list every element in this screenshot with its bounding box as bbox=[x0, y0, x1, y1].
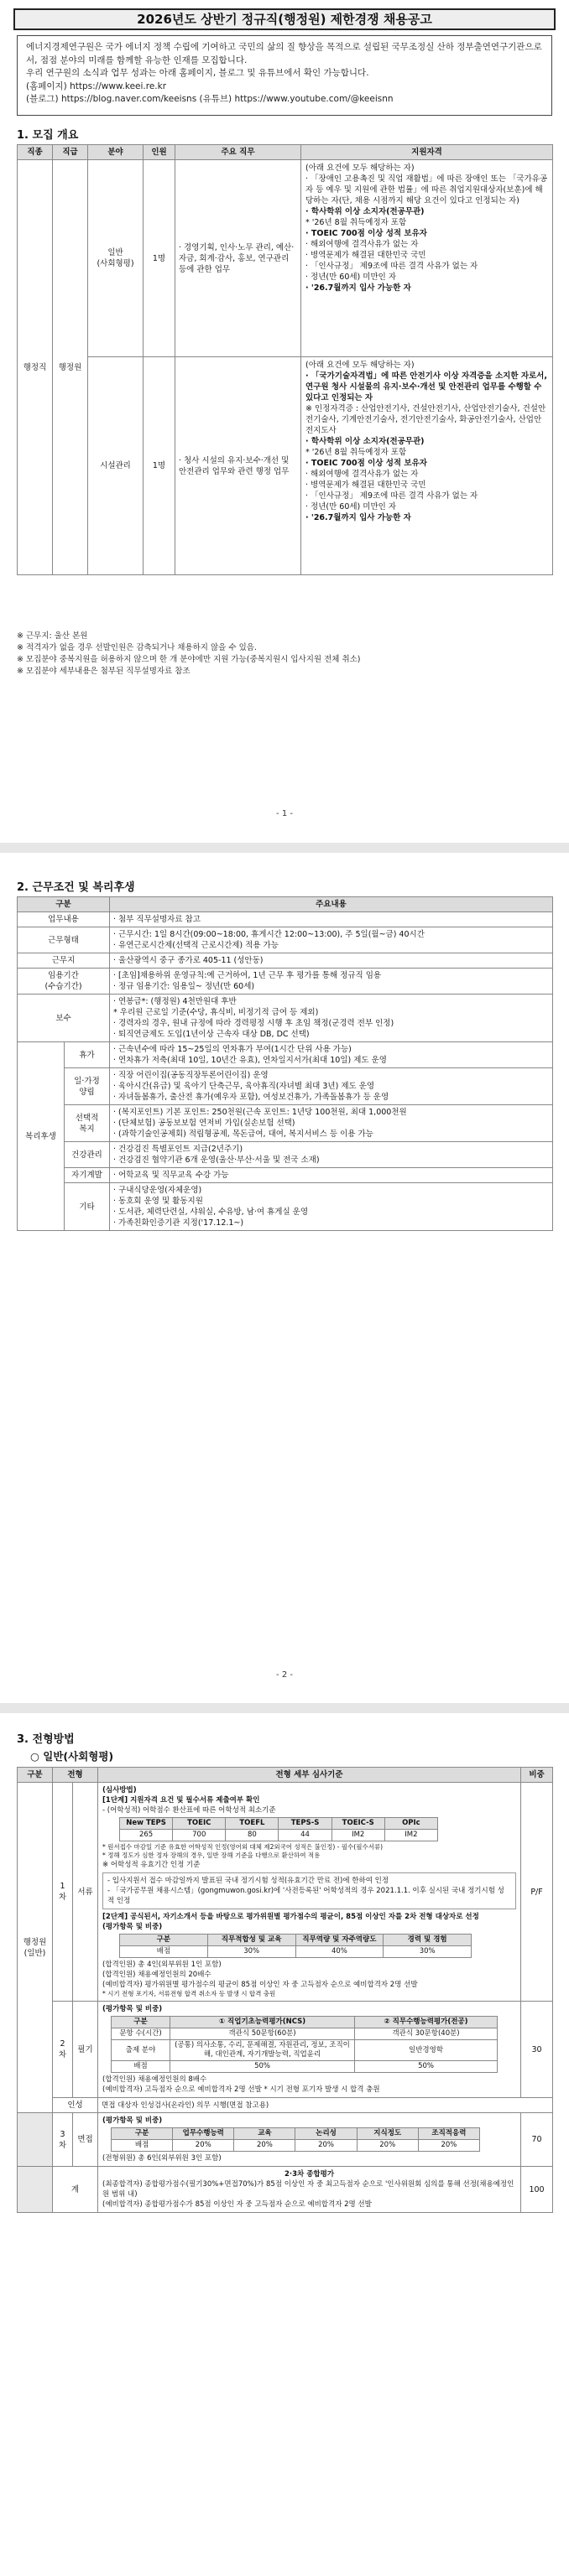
validity-line: - 입사지원서 접수 마감일까지 발표된 국내 정기시험 성적(유효기간 만료 전)에 한하여 인정 bbox=[107, 1877, 389, 1885]
homepage-link[interactable]: (홈페이지) https://www.keei.re.kr bbox=[26, 80, 167, 91]
criteria-note: * 시기 전형 포기자, 서류전형 합격 취소자 등 발생 시 합격 충원 bbox=[102, 1990, 276, 1997]
qual-line: (아래 요건에 모두 해당하는 자) bbox=[305, 361, 415, 370]
criteria-note: * 정해 정도가 심한 정자 장해의 경우, 일반 장해 기준을 다행으로 환산하여 적용 bbox=[102, 1852, 321, 1859]
qual-line: * '26년 8월 취득예정자 포함 bbox=[305, 448, 407, 457]
selection-method-table bbox=[17, 1767, 553, 2213]
blog-youtube-link[interactable]: (블로그) https://blog.naver.com/keeisns (유튜브) https://www.youtube.com/@keeisnn bbox=[26, 94, 394, 104]
header-cell: 인원 bbox=[144, 145, 175, 160]
test-cell: 출제 분야 bbox=[112, 2040, 170, 2061]
interview-value: 20% bbox=[173, 2140, 234, 2152]
page-number: - 1 - bbox=[276, 809, 293, 818]
stage-name: 필기 bbox=[73, 2002, 98, 2098]
row-text: · 첨부 직무설명자료 참고 bbox=[110, 912, 553, 927]
qual-line: ※ 인정자격증 : 산업안전기사, 건설안전기사, 산업안전기술사, 건설안전기술사, 기계안전기술사, 전기안전기술사, 화공안전기술사, 산업안전지도사 bbox=[305, 404, 546, 435]
qual-line: · 「인사규정」 제9조에 따른 결격 사유가 없는 자 bbox=[305, 491, 478, 501]
lang-value: 700 bbox=[173, 1830, 226, 1841]
interview-header: 논리성 bbox=[295, 2128, 357, 2140]
header-cell: 직급 bbox=[53, 145, 88, 160]
stage-name: 면접 bbox=[73, 2113, 98, 2167]
qual-line: · 학사학위 이상 소지자(전공무관) bbox=[305, 207, 425, 216]
test-cell: 50% bbox=[355, 2061, 498, 2073]
qual-line: · '26.7월까지 입사 가능한 자 bbox=[305, 283, 411, 293]
eval-header: 경력 및 경험 bbox=[384, 1935, 472, 1946]
criteria-line: (최종합격자) 종합평가점수(필기30%+면접70%)가 85점 이상인 자 중 최고득점자 순으로 '인사위원회 심의를 통해 선정(채용예정인원 범위 내) bbox=[102, 2180, 514, 2199]
lang-header: TOEFL bbox=[226, 1818, 279, 1830]
row-line: · 유연근로시간제(선택적 근로시간제) 적용 가능 bbox=[113, 941, 279, 950]
criteria-line: (합격인원) 채용예정인원의 8배수 bbox=[102, 2075, 207, 2084]
qual-line: · 정년(만 60세) 미만인 자 bbox=[305, 502, 397, 512]
criteria-line: (전형위원) 총 6인(외부위원 3인 포함) bbox=[102, 2154, 222, 2163]
welfare-sub-label: 선택적 복지 bbox=[65, 1105, 110, 1142]
stage-label: 1차 bbox=[53, 1783, 73, 2002]
page-number: - 2 - bbox=[276, 1670, 293, 1680]
test-cell: 문항 수(시간) bbox=[112, 2028, 170, 2040]
header-cell: 구분 bbox=[18, 1768, 53, 1783]
header-cell: 직종 bbox=[18, 145, 53, 160]
count-cell: 1명 bbox=[144, 357, 175, 575]
intro-paragraph: 우리 연구원의 소식과 업무 성과는 아래 홈페이지, 블로그 및 유튜브에서 확인 가능합니다. bbox=[26, 68, 369, 78]
personality-text: 면접 대상자 인성검사(온라인) 의무 시행(면접 참고용) bbox=[98, 2098, 553, 2113]
stage-label: 2차 bbox=[53, 2002, 73, 2098]
qual-line: · 해외여행에 결격사유가 없는 자 bbox=[305, 240, 419, 249]
qualifications-cell bbox=[301, 357, 553, 575]
eval-value: 30% bbox=[207, 1946, 295, 1958]
row-label: 업무내용 bbox=[18, 912, 110, 927]
lang-value: 265 bbox=[120, 1830, 173, 1841]
criteria-line: ※ 어학성적 유효기간 인정 기준 bbox=[102, 1861, 201, 1869]
qual-line: · TOEIC 700점 이상 성적 보유자 bbox=[305, 459, 427, 468]
header-cell: 구분 bbox=[18, 897, 110, 912]
row-text: · 어학교육 및 직무교육 수강 가능 bbox=[110, 1168, 553, 1183]
duties-cell: · 청사 시설의 유지·보수·개선 및 안전관리 업무와 관련 행정 업무 bbox=[175, 357, 301, 575]
stage-label: 인성 bbox=[53, 2098, 98, 2113]
qual-line: · 학사학위 이상 소지자(전공무관) bbox=[305, 437, 425, 446]
qual-line: * '26년 8월 취득예정자 포함 bbox=[305, 218, 407, 227]
row-line: · 근무시간: 1일 8시간(09:00~18:00, 휴게시간 12:00~13:00), 주 5일(월~금) 40시간 bbox=[113, 930, 425, 939]
overview-notes bbox=[17, 631, 361, 678]
row-line: · [초임]채용하위 운영규칙:예 근거하여, 1년 근무 후 평가를 통해 정규직 임용 bbox=[113, 971, 382, 980]
row-line: · 육아시간(유급) 및 육아기 단축근무, 육아휴직(자녀별 최대 3년) 제도 운영 bbox=[113, 1082, 375, 1091]
section-3-title: 3. 전형방법 bbox=[17, 1733, 75, 1746]
validity-box bbox=[102, 1872, 516, 1909]
row-text bbox=[110, 927, 553, 953]
field-cell: 시설관리 bbox=[88, 357, 144, 575]
interview-header: 조직적응력 bbox=[418, 2128, 479, 2140]
document-title: 2026년도 상반기 정규직(행정원) 제한경쟁 채용공고 bbox=[13, 8, 556, 30]
row-text bbox=[110, 1142, 553, 1168]
row-line: · 직장 어린이집(공동직장투론어린이집) 운영 bbox=[113, 1071, 269, 1080]
test-header: ① 직업기초능력평가(NCS) bbox=[170, 2017, 355, 2028]
qual-line: · '26.7월까지 입사 가능한 자 bbox=[305, 513, 411, 522]
eval-value: 30% bbox=[384, 1946, 472, 1958]
interview-value: 20% bbox=[234, 2140, 295, 2152]
lang-header: TOEIC bbox=[173, 1818, 226, 1830]
category-spacer bbox=[18, 2113, 53, 2167]
test-cell: 일반경영학 bbox=[355, 2040, 498, 2061]
page-3 bbox=[0, 1713, 569, 2576]
qual-line: · 「국가기술자격법」에 따른 안전기사 이상 자격증을 소지한 자로서, 연구원 청사 시설물의 유지·보수·개선 및 안전관리 업무를 수행할 수 있다고 인정되는 자 bbox=[305, 371, 547, 402]
eval-header: 구분 bbox=[120, 1935, 208, 1946]
criteria-line: - (어학성적) 어학점수 환산표에 따른 어학성적 최소기준 bbox=[102, 1806, 276, 1815]
row-line: · (단체보험) 공동보보험 연저비 가입(실손보험 선택) bbox=[113, 1119, 295, 1128]
stage-weight: 70 bbox=[521, 2113, 553, 2167]
criteria-note: * 원서접수 마감일 기준 유효한 어학성적 인정(영어외 대체 제2외국어 성적은 불인정) - 필수(필수서류) bbox=[102, 1843, 384, 1851]
qual-line: · 「장애인 고용촉진 및 직업 재활법」에 따른 장애인 또는 「국가유공자 등 예우 및 지원에 관한 법률」에 따른 취업지원대상자(보훈)에 해당하는 자(단, 채용 시점까지 해당 요건이 있다고 인정되는 자) bbox=[305, 174, 548, 205]
section-2-title: 2. 근무조건 및 복리후생 bbox=[17, 881, 135, 894]
interview-header: 지식정도 bbox=[357, 2128, 418, 2140]
page-1 bbox=[0, 0, 569, 843]
criteria-line: (합격인원) 총 4인(외부위원 1인 포함) bbox=[102, 1961, 222, 1969]
lang-header: TEPS-S bbox=[279, 1818, 331, 1830]
row-text bbox=[110, 969, 553, 995]
intro-box bbox=[17, 35, 552, 116]
welfare-sub-label: 건강관리 bbox=[65, 1142, 110, 1168]
lang-header: TOEIC-S bbox=[331, 1818, 384, 1830]
test-cell: 객관식 50문항(60분) bbox=[170, 2028, 355, 2040]
welfare-sub-label: 일·가정 양립 bbox=[65, 1068, 110, 1105]
qual-line: · TOEIC 700점 이상 성적 보유자 bbox=[305, 229, 427, 238]
row-line: · 건강검진 특별포인트 지급(2년주기) bbox=[113, 1145, 243, 1154]
row-label: 임용기간 (수습기간) bbox=[18, 969, 110, 995]
row-text bbox=[110, 995, 553, 1042]
validity-line: - 「국가공무원 채용시스템」(gongmuwon.gosi.kr)에 '사전등록된' 어학성적의 경우 2021.1.1. 이후 실시된 국내 정기시험 성적 인정 bbox=[107, 1887, 504, 1905]
criteria-head: (평가항목 및 비중) bbox=[102, 2005, 163, 2013]
criteria-head: (심사방법) bbox=[102, 1786, 137, 1794]
lang-value: 44 bbox=[279, 1830, 331, 1841]
stage-weight: 100 bbox=[521, 2167, 553, 2213]
criteria-line: (합격인원) 채용예정인원의 20배수 bbox=[102, 1971, 211, 1979]
qualifications-cell bbox=[301, 160, 553, 357]
section-3-subtitle: ○ 일반(사회형평) bbox=[30, 1750, 114, 1763]
header-cell: 분야 bbox=[88, 145, 144, 160]
test-cell: 50% bbox=[170, 2061, 355, 2073]
interview-header: 교육 bbox=[234, 2128, 295, 2140]
count-cell: 1명 bbox=[144, 160, 175, 357]
test-cell: (공통) 의사소통, 수리, 문제해결, 자원관리, 정보, 조직이해, 대인관계, 자기개발능력, 직업윤리 bbox=[170, 2040, 355, 2061]
field-cell: 일반 (사회형평) bbox=[88, 160, 144, 357]
criteria-head: (평가항목 및 비중) bbox=[102, 2116, 163, 2125]
stage3-criteria bbox=[98, 2113, 521, 2167]
stage-name: 서류 bbox=[73, 1783, 98, 2002]
interview-value: 20% bbox=[357, 2140, 418, 2152]
interview-header: 업무수행능력 bbox=[173, 2128, 234, 2140]
criteria-step: [2단계] 공식된서, 자기소개서 등을 바탕으로 평가위원별 평가점수의 평균이, 85점 이상인 자를 2차 전형 대상자로 선정 bbox=[102, 1913, 479, 1921]
note-line: ※ 모집분야 중복지원을 허용하지 않으며 한 개 분야에만 지원 가능(중복지원시 입사지원 전체 취소) bbox=[17, 655, 361, 664]
row-text bbox=[110, 1042, 553, 1068]
test-header: 구분 bbox=[112, 2017, 170, 2028]
stage-weight: 30 bbox=[521, 2002, 553, 2098]
row-label: 근무지 bbox=[18, 953, 110, 969]
row-line: · 동호회 운영 및 활동지원 bbox=[113, 1197, 203, 1206]
criteria-line: (예비합격자) 종합평가점수가 85점 이상인 자 중 고득점자 순으로 예비합격자 2명 선발 bbox=[102, 2200, 372, 2209]
interview-eval-table bbox=[111, 2127, 480, 2152]
eval-header: 직무역량 및 자주역량도 bbox=[295, 1935, 384, 1946]
qual-line: (아래 요건에 모두 해당하는 자) bbox=[305, 164, 415, 173]
test-cell: 배점 bbox=[112, 2061, 170, 2073]
row-text bbox=[110, 1105, 553, 1142]
row-line: · (과학기술인공제회) 적립형공제, 목돈급여, 대여, 복지서비스 등 이용 가능 bbox=[113, 1130, 373, 1139]
row-line: · 자녀돌봄휴가, 출산전 휴가(예우자 포함), 여성보건휴가, 가족돌봄휴가 등 운영 bbox=[113, 1093, 389, 1102]
note-line: ※ 근무지: 울산 본원 bbox=[17, 631, 88, 641]
intro-paragraph: 에너지경제연구원은 국가 에너지 정책 수립에 기여하고 국민의 삶의 질 향상을 목적으로 설립된 국무조정실 산하 정부출연연구기관으로서, 점점 분야의 미래를 함께할 유능한 인재를 모집합니다. bbox=[26, 42, 542, 65]
qual-line: · 병역문제가 해결된 대한민국 국민 bbox=[305, 480, 426, 490]
welfare-sub-label: 휴가 bbox=[65, 1042, 110, 1068]
test-cell: 객관식 30문항(40분) bbox=[355, 2028, 498, 2040]
note-line: ※ 적격자가 없을 경우 선발인원은 감축되거나 채용하지 않을 수 있음. bbox=[17, 643, 257, 652]
row-line: · 근속년수에 따라 15~25일의 연차휴가 부여(1시간 단위 사용 가능) bbox=[113, 1045, 352, 1054]
note-line: ※ 모집분야 세부내용은 첨부된 직무설명자료 참조 bbox=[17, 667, 191, 676]
interview-value: 20% bbox=[418, 2140, 479, 2152]
stage-label: 3차 bbox=[53, 2113, 73, 2167]
criteria-head: 2·3차 종합평가 bbox=[284, 2170, 335, 2179]
interview-header: 구분 bbox=[112, 2128, 173, 2140]
lang-value: IM2 bbox=[384, 1830, 437, 1841]
row-line: · 퇴직연금제도 도입(1년이상 근속자 대상 DB, DC 선택) bbox=[113, 1030, 310, 1039]
header-cell: 지원자격 bbox=[301, 145, 553, 160]
grade-cell: 행정원 bbox=[53, 160, 88, 575]
eval-value: 40% bbox=[295, 1946, 384, 1958]
language-score-table bbox=[119, 1817, 438, 1841]
criteria-line: (예비합격자) 평가위원별 평가점수의 평균이 85점 이상인 자 중 고득점자 순으로 예비합격자 2명 선발 bbox=[102, 1981, 418, 1989]
total-criteria bbox=[98, 2167, 521, 2213]
criteria-head: (평가항목 및 비중) bbox=[102, 1923, 163, 1931]
qual-line: · 정년(만 60세) 미만인 자 bbox=[305, 273, 397, 282]
row-text: · 울산광역시 중구 종가로 405-11 (성안동) bbox=[110, 953, 553, 969]
row-line: · 건강검진 협약기관 6개 운영(울산·부산·서울 및 전국 소재) bbox=[113, 1156, 320, 1165]
section-1-title: 1. 모집 개요 bbox=[17, 129, 79, 142]
written-test-table bbox=[111, 2016, 498, 2073]
row-line: · 정규 임용기간: 임용일~ 정년(만 60세) bbox=[113, 982, 255, 991]
eval-header: 직무적합성 및 교육 bbox=[207, 1935, 295, 1946]
interview-value: 배점 bbox=[112, 2140, 173, 2152]
stage-label: 계 bbox=[53, 2167, 98, 2213]
work-conditions-table bbox=[17, 896, 553, 1231]
criteria-step: [1단계] 지원자격 요건 및 필수서류 제출여부 확인 bbox=[102, 1796, 260, 1805]
row-line: · 경력자의 경우, 원내 규정에 따라 경력평정 시행 후 초임 책정(군경력 전부 인정) bbox=[113, 1019, 394, 1028]
row-label: 근무형태 bbox=[18, 927, 110, 953]
stage2-criteria bbox=[98, 2002, 521, 2098]
category-cell: 행정원 (일반) bbox=[18, 1783, 53, 2113]
category-spacer bbox=[18, 2167, 53, 2213]
stage1-criteria bbox=[98, 1783, 521, 2002]
qual-line: · 병역문제가 해결된 대한민국 국민 bbox=[305, 251, 426, 260]
lang-header: OPIc bbox=[384, 1818, 437, 1830]
header-cell: 주요 직무 bbox=[175, 145, 301, 160]
header-cell: 전형 세부 심사기준 bbox=[98, 1768, 521, 1783]
header-cell: 주요내용 bbox=[110, 897, 553, 912]
job-type-cell: 행정직 bbox=[18, 160, 53, 575]
lang-header: New TEPS bbox=[120, 1818, 173, 1830]
welfare-sub-label: 자기계발 bbox=[65, 1168, 110, 1183]
row-text bbox=[110, 1183, 553, 1231]
header-cell: 전형 bbox=[53, 1768, 98, 1783]
welfare-label: 복리후생 bbox=[18, 1042, 65, 1231]
row-text bbox=[110, 1068, 553, 1105]
page-2 bbox=[0, 853, 569, 1703]
lang-value: IM2 bbox=[331, 1830, 384, 1841]
recruit-overview-table bbox=[17, 144, 553, 575]
welfare-sub-label: 기타 bbox=[65, 1183, 110, 1231]
stage-weight: P/F bbox=[521, 1783, 553, 2002]
qual-line: · 「인사규정」 제9조에 따른 결격 사유가 없는 자 bbox=[305, 262, 478, 271]
duties-cell: · 경영기획, 인사·노무 관리, 예산·자금, 회계·감사, 홍보, 연구관리 등에 관한 업무 bbox=[175, 160, 301, 357]
interview-value: 20% bbox=[295, 2140, 357, 2152]
qual-line: · 해외여행에 결격사유가 없는 자 bbox=[305, 470, 419, 479]
eval-value: 배점 bbox=[120, 1946, 208, 1958]
row-line: · 구내식당운영(자체운영) bbox=[113, 1186, 202, 1195]
test-header: ② 직무수행능력평가(전공) bbox=[355, 2017, 498, 2028]
row-line: · 가족친화인증기관 지정('17.12.1~) bbox=[113, 1218, 244, 1228]
document-eval-table bbox=[119, 1934, 472, 1958]
criteria-line: (예비합격자) 고득점자 순으로 예비합격자 2명 선발 * 시기 전형 포기자 발생 시 합격 충원 bbox=[102, 2085, 380, 2094]
lang-value: 80 bbox=[226, 1830, 279, 1841]
row-line: · 도서관, 체력단련실, 샤워실, 수유방, 남·여 휴게실 운영 bbox=[113, 1208, 308, 1217]
row-line: · (복지포인트) 기본 포인트: 250천원(근속 포인트: 1년당 100천원, 최대 1,000천원 bbox=[113, 1108, 407, 1117]
row-line: · 연차휴가 저축(최대 10일, 10년간 유효), 연차일지서가(최대 10일) 제도 운영 bbox=[113, 1056, 387, 1065]
row-line: * 우리원 근로일 기준(수당, 휴식비, 비정기적 급여 등 제외) bbox=[113, 1008, 319, 1017]
row-line: · 연봉급*: (행정원) 4천만원대 후반 bbox=[113, 997, 237, 1006]
row-label: 보수 bbox=[18, 995, 110, 1042]
header-cell: 비중 bbox=[521, 1768, 553, 1783]
